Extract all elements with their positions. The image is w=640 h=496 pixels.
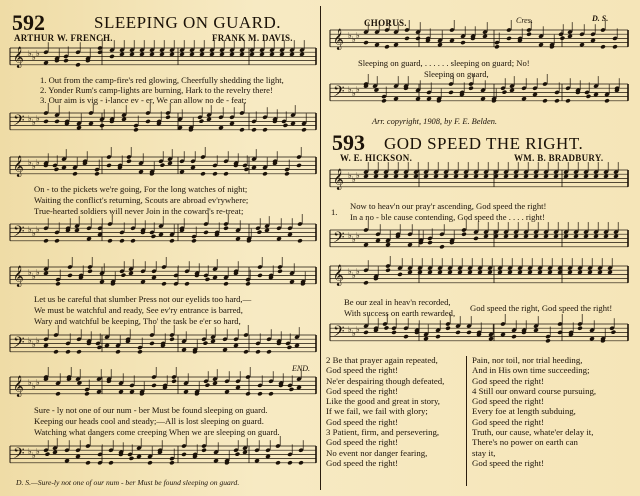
hymn-592-composer: FRANK M. DAVIS. [212, 33, 293, 43]
svg-text:♭: ♭ [356, 325, 360, 334]
svg-text:♭: ♭ [36, 114, 40, 123]
svg-text:𝄞: 𝄞 [333, 29, 344, 50]
svg-text:♭: ♭ [348, 325, 352, 334]
hymn-592-staff-2-lower [10, 222, 316, 246]
svg-text:𝄢: 𝄢 [333, 229, 345, 250]
verse-left-line: God speed the right! [326, 437, 399, 448]
hymn-592-lyric-1-1: 1. Out from the camp-fire's red glowing, Cheerfully shedding the light, [40, 75, 284, 85]
svg-text:♭: ♭ [352, 329, 356, 338]
svg-text:♭: ♭ [348, 85, 352, 94]
hymn-593-lyric-2-right: God speed the right, God speed the right! [470, 303, 613, 313]
svg-text:♭: ♭ [32, 451, 36, 460]
hymn-593-staff-2-lower [330, 322, 628, 346]
svg-text:♭: ♭ [36, 447, 40, 456]
verse-right-line: Every foe at length subduing, [472, 406, 576, 417]
svg-text:♭: ♭ [36, 225, 40, 234]
svg-text:♭: ♭ [32, 118, 36, 127]
svg-text:𝄢: 𝄢 [333, 83, 345, 104]
hymn-593-lyric-2-1: Be our zeal in heav'n recorded, [344, 297, 451, 307]
svg-text:♭: ♭ [28, 158, 32, 167]
chorus-label: CHORUS. [364, 18, 407, 28]
verse-right-line: God speed the right! [472, 375, 545, 386]
hymn-592-lyric-2-3: True-hearted soldiers will never Join in the coward's re-treat; [34, 206, 244, 216]
hymn-592-staff-1-upper [10, 46, 316, 70]
svg-text:𝄞: 𝄞 [13, 376, 24, 397]
svg-text:𝄞: 𝄞 [13, 47, 24, 68]
svg-text:𝄞: 𝄞 [13, 266, 24, 287]
hymn-592-lyric-3-3: Wary and watchful be keeping, Tho' the task be e'er so hard, [34, 316, 241, 326]
hymn-592-staff-3-upper [10, 265, 316, 289]
svg-text:♭: ♭ [348, 31, 352, 40]
hymn-592-ds-footer: D. S.—Sure-ly not one of our num - ber Must be found sleeping on guard. [16, 478, 240, 487]
hymn-593-verses-right [472, 355, 596, 468]
svg-text:♭: ♭ [356, 267, 360, 276]
hymn-592-lyric-4-1: Sure - ly not one of our num - ber Must be found sleeping on guard. [34, 405, 268, 415]
svg-text:♭: ♭ [32, 162, 36, 171]
column-divider [320, 6, 321, 490]
verse-left-line: If we fail, we fail with glory; [326, 406, 428, 417]
chorus-ds-mark: D. S. [592, 14, 609, 23]
svg-text:♭: ♭ [36, 378, 40, 387]
svg-text:♭: ♭ [356, 171, 360, 180]
hymn-592-number: 592 [12, 10, 45, 35]
svg-text:𝄢: 𝄢 [13, 445, 25, 466]
svg-text:♭: ♭ [356, 31, 360, 40]
svg-text:♭: ♭ [28, 336, 32, 345]
verse-right-line: 4 Still our onward course pursuing, [472, 385, 597, 396]
hymn-593-number: 593 [332, 130, 365, 155]
hymn-593-lyric-1-2: In a no - ble cause contending, God speed the . . . . right! [350, 212, 545, 222]
verse-left-line: God speed the right! [326, 385, 399, 396]
hymn-593-lyric-1-1: Now to heav'n our pray'r ascending, God speed the right! [350, 201, 547, 211]
svg-text:♭: ♭ [28, 49, 32, 58]
hymn-593-lyric-2-2: With success on earth rewarded, [344, 308, 456, 318]
hymn-592-staff-4-lower [10, 444, 316, 468]
svg-text:♭: ♭ [28, 225, 32, 234]
hymn-593-staff-1-upper [330, 168, 628, 192]
svg-text:𝄞: 𝄞 [13, 156, 24, 177]
svg-text:♭: ♭ [348, 231, 352, 240]
svg-text:♭: ♭ [356, 85, 360, 94]
svg-text:♭: ♭ [28, 447, 32, 456]
hymn-592-staff-3-lower [10, 333, 316, 357]
hymn-593-title: GOD SPEED THE RIGHT. [384, 134, 584, 153]
hymn-593-composer: WM. B. BRADBURY. [514, 153, 604, 163]
hymn-592-staff-2-upper [10, 155, 316, 179]
svg-text:♭: ♭ [352, 235, 356, 244]
verse-left-line: God speed the right! [326, 457, 399, 468]
chorus-lyric-1: Sleeping on guard, . . . . . . sleeping on guard; No! [358, 58, 530, 68]
svg-text:♭: ♭ [32, 53, 36, 62]
svg-text:♭: ♭ [36, 158, 40, 167]
svg-text:𝄞: 𝄞 [333, 265, 344, 286]
svg-text:♭: ♭ [32, 272, 36, 281]
svg-text:♭: ♭ [32, 382, 36, 391]
verse-right-line: God speed the right! [472, 416, 545, 427]
hymn-592-lyric-2-2: Waiting the conflict's returning, Scouts are abroad ev'rywhere; [34, 195, 249, 205]
svg-text:𝄞: 𝄞 [333, 169, 344, 190]
chorus-cres-mark: Cres. [516, 16, 533, 25]
verse-left-line: God speed the right! [326, 416, 399, 427]
svg-text:♭: ♭ [32, 340, 36, 349]
verse-right-line: God speed the right! [472, 396, 545, 407]
hymn-592-lyric-4-3: Watching what dangers come creeping When we are sleeping on guard. [34, 427, 280, 437]
svg-text:♭: ♭ [28, 268, 32, 277]
hymn-592-lyric-1-3: 3. Our aim is vig - i-lance ev - er, We can allow no de - feat; [40, 95, 247, 105]
hymn-592-author: ARTHUR W. FRENCH. [14, 33, 113, 43]
hymn-592-lyric-2-1: On - to the pickets we're going, For the long watches of night; [34, 184, 248, 194]
verse-right-line: Truth, our cause, whate'er delay it, [472, 427, 594, 438]
chorus-copyright: Arr. copyright, 1908, by F. E. Belden. [372, 117, 497, 126]
hymn-592-staff-4-upper [10, 375, 316, 399]
svg-text:♭: ♭ [32, 229, 36, 238]
chorus-lyric-2: Sleeping on guard, [424, 69, 489, 79]
verse-right-line: And in His own time succeeding; [472, 365, 590, 376]
svg-text:♭: ♭ [352, 35, 356, 44]
verse-right-line: stay it, [472, 447, 496, 458]
svg-text:♭: ♭ [28, 114, 32, 123]
hymn-593-staff-2-upper [330, 264, 628, 288]
verse-left-line: 2 Be that prayer again repeated, [326, 355, 438, 365]
chorus-staff-lower [330, 82, 628, 106]
svg-text:𝄢: 𝄢 [333, 323, 345, 344]
svg-text:𝄢: 𝄢 [13, 334, 25, 355]
verse-left-line: No event nor danger fearing, [326, 447, 428, 458]
svg-text:𝄢: 𝄢 [13, 112, 25, 133]
hymn-593-verses-left [326, 355, 444, 468]
verse-left-line: God speed the right! [326, 365, 399, 376]
hymn-592-end-mark: END. [292, 364, 310, 373]
verse-right-line: There's no power on earth can [472, 437, 578, 448]
verse-right-line: God speed the right! [472, 457, 545, 468]
svg-text:♭: ♭ [348, 267, 352, 276]
svg-text:♭: ♭ [36, 336, 40, 345]
svg-text:𝄢: 𝄢 [13, 223, 25, 244]
hymn-593-stanza-mark: 1. [331, 207, 338, 217]
hymn-592-lyric-1-2: 2. Yonder Rum's camp-lights are burning, Hark to the revelry there! [40, 85, 273, 95]
verse-right-line: Pain, nor toil, nor trial heeding, [472, 355, 583, 365]
hymn-593-author: W. E. HICKSON. [340, 153, 413, 163]
svg-text:♭: ♭ [352, 89, 356, 98]
hymn-592-lyric-3-1: Let us be careful that slumber Press not our eyelids too hard,— [34, 294, 252, 304]
svg-text:♭: ♭ [348, 171, 352, 180]
verse-left-line: Ne'er despairing though defeated, [326, 375, 445, 386]
hymn-592-staff-1-lower [10, 111, 316, 135]
verses-divider [466, 356, 467, 486]
verse-left-line: 3 Patient, firm, and persevering, [326, 427, 440, 438]
hymn-592-lyric-4-2: Keeping our heads cool and steady;—All is lost sleeping on guard. [34, 416, 264, 426]
verse-left-line: Like the good and great in story, [326, 396, 441, 407]
svg-text:♭: ♭ [28, 378, 32, 387]
hymn-592-title: SLEEPING ON GUARD. [94, 13, 282, 32]
svg-text:♭: ♭ [352, 271, 356, 280]
svg-text:♭: ♭ [36, 49, 40, 58]
hymn-592-lyric-3-2: We must be watchful and ready, See ev'ry entrance is barred, [34, 305, 243, 315]
chorus-staff-upper [330, 28, 628, 52]
svg-text:♭: ♭ [356, 231, 360, 240]
svg-text:♭: ♭ [36, 268, 40, 277]
svg-text:♭: ♭ [352, 175, 356, 184]
hymn-593-staff-1-lower [330, 228, 628, 252]
